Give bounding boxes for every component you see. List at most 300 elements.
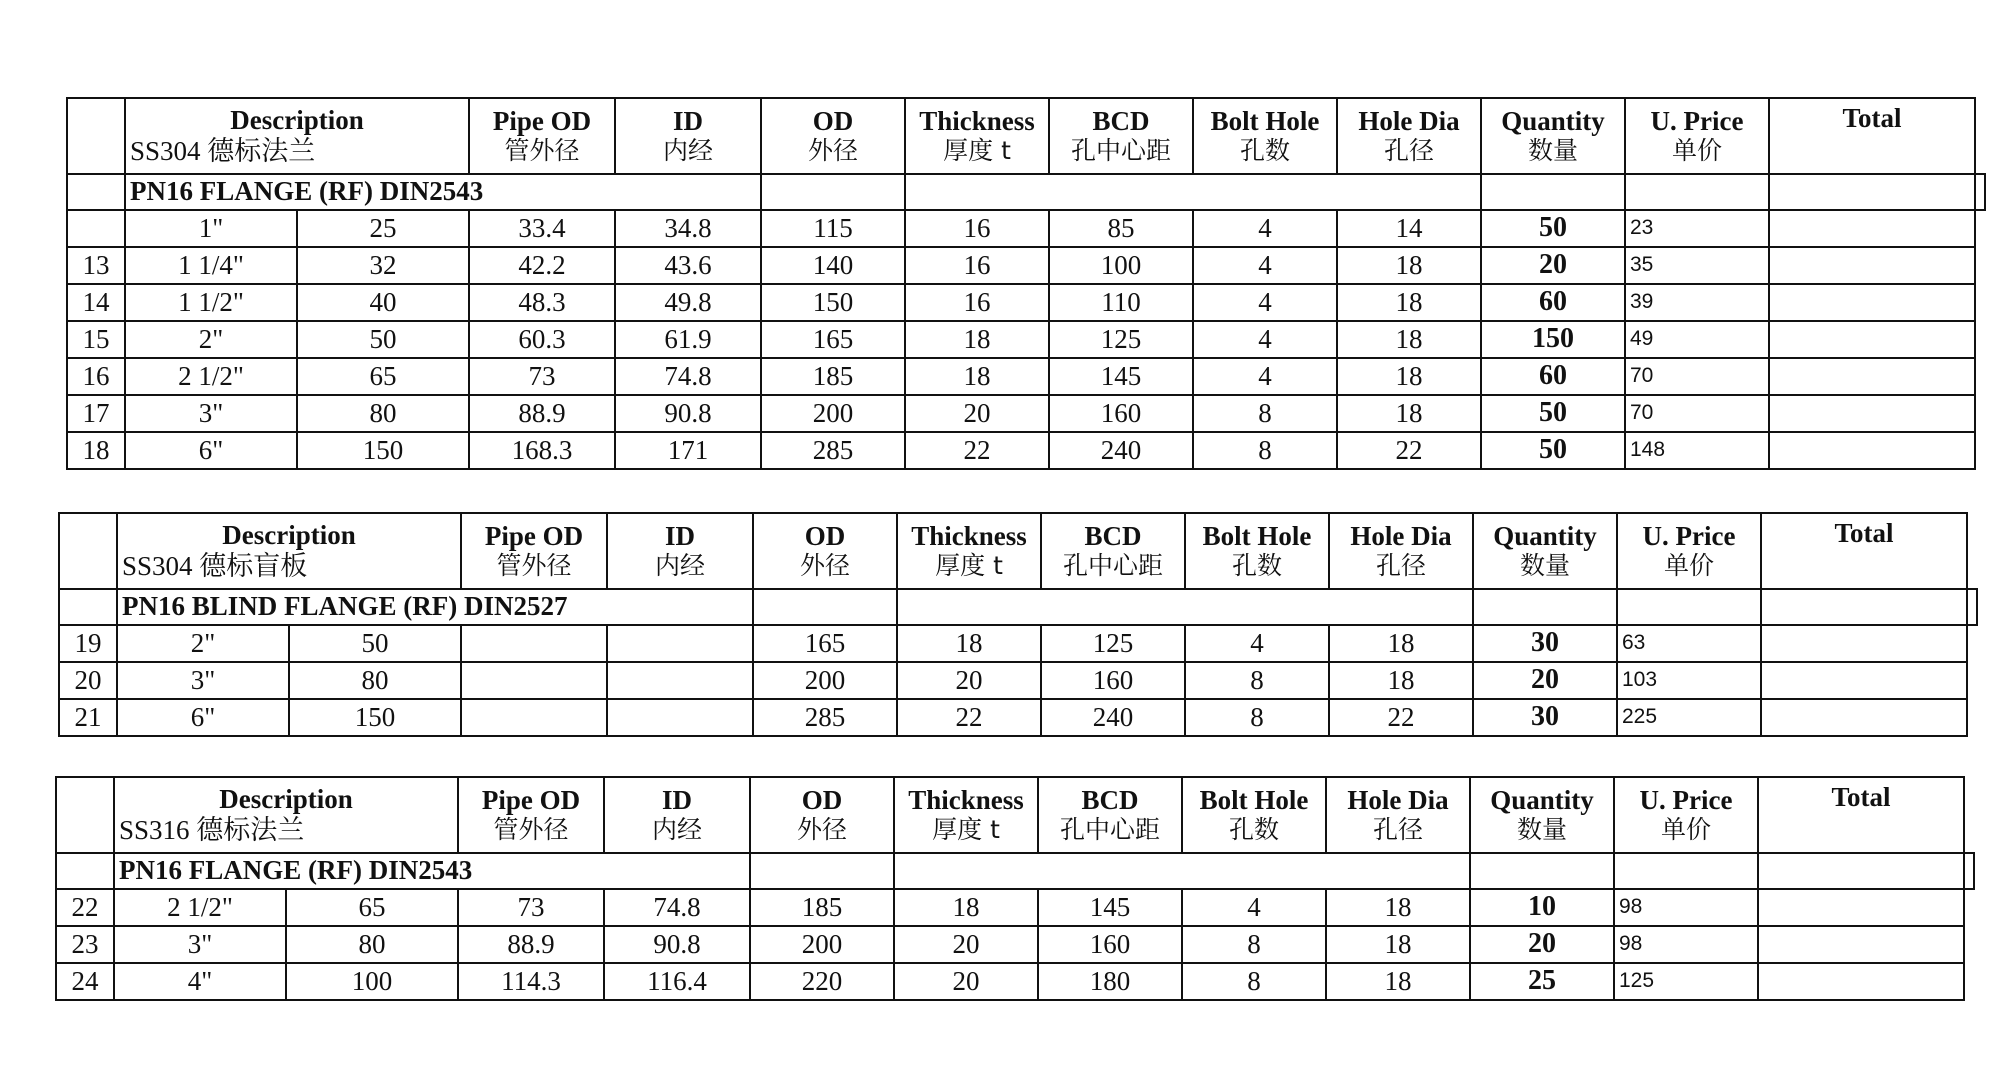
pipe-od-cell: 60.3 [469,321,615,358]
bcd-header [1038,777,1182,853]
section-quantity-cell [1617,589,1761,625]
unit-price-cell: 225 [1617,699,1761,736]
table-row [67,321,1985,358]
table-row [56,963,1974,1000]
id-cell: 90.8 [615,395,761,432]
unit-price-cell: 39 [1625,284,1769,321]
quantity-cell: 60 [1481,284,1625,321]
table-row [67,284,1985,321]
pipe-od-cell [461,699,607,736]
id-label-zh: 内经 [651,815,702,845]
pipe-od-label-zh: 管外径 [493,815,569,845]
nominal-size-cell: 80 [297,395,469,432]
bcd-cell: 85 [1049,210,1193,247]
quantity-label: Quantity [1490,785,1594,816]
description-label: Description [230,104,364,135]
nominal-size-cell: 50 [297,321,469,358]
pipe-od-cell: 33.4 [469,210,615,247]
row-number [67,210,125,247]
table-row [59,625,1977,662]
bcd-cell: 100 [1049,247,1193,284]
quantity-cell: 20 [1473,662,1617,699]
section-price-cell [1761,589,1967,625]
pipe-od-cell: 168.3 [469,432,615,469]
section-hole-cell [1481,174,1625,210]
id-label: ID [672,106,703,137]
thickness-cell: 18 [894,889,1038,926]
bcd-label-zh: 孔中心距 [1059,815,1160,845]
quantity-label: Quantity [1501,106,1605,137]
total-cell [1769,358,1975,395]
total-cell [1761,662,1967,699]
od-cell: 150 [761,284,905,321]
hole-dia-cell: 18 [1337,358,1481,395]
bcd-label: BCD [1081,785,1139,816]
unit-price-label: U. Price [1650,106,1744,137]
nominal-size-cell: 100 [286,963,458,1000]
bcd-cell: 125 [1049,321,1193,358]
hole-dia-label: Hole Dia [1358,106,1460,137]
hole-dia-header [1329,513,1473,589]
id-cell: 74.8 [615,358,761,395]
bolt-hole-header [1182,777,1326,853]
quantity-cell: 10 [1470,889,1614,926]
total-label: Total [1842,103,1902,133]
total-cell [1769,210,1975,247]
section-price-cell [1769,174,1975,210]
table-row [67,247,1985,284]
total-label: Total [1834,518,1894,548]
bolt-hole-cell: 4 [1193,284,1337,321]
bcd-cell: 160 [1041,662,1185,699]
section-od-cell [753,589,897,625]
thickness-cell: 20 [894,963,1038,1000]
unit-price-label: U. Price [1639,785,1733,816]
thickness-cell: 22 [897,699,1041,736]
id-label: ID [664,521,695,552]
pipe-od-label-zh: 管外径 [496,551,572,581]
bolt-hole-cell: 8 [1185,662,1329,699]
row-number: 19 [59,625,117,662]
unit-price-label-zh: 单价 [1663,551,1714,581]
quantity-cell: 30 [1473,699,1617,736]
bolt-hole-label-zh: 孔数 [1239,136,1290,166]
total-cell [1769,321,1975,358]
row-number: 16 [67,358,125,395]
pipe-od-label: Pipe OD [484,521,584,552]
row-number: 21 [59,699,117,736]
size-inch-cell: 3" [125,395,297,432]
row-number: 13 [67,247,125,284]
description-header [125,98,469,174]
od-label-zh: 外径 [807,136,858,166]
hole-dia-cell: 18 [1326,889,1470,926]
pipe-od-cell: 73 [469,358,615,395]
thickness-cell: 16 [905,247,1049,284]
size-inch-cell: 6" [125,432,297,469]
row-number: 14 [67,284,125,321]
bolt-hole-label-zh: 孔数 [1228,815,1279,845]
id-header [615,98,761,174]
thickness-cell: 20 [894,926,1038,963]
description-header [117,513,461,589]
thickness-header [905,98,1049,174]
hole-dia-label: Hole Dia [1347,785,1449,816]
total-cell [1769,247,1975,284]
bolt-hole-cell: 4 [1185,625,1329,662]
section-quantity-cell [1625,174,1769,210]
bolt-hole-cell: 4 [1182,889,1326,926]
thickness-header [894,777,1038,853]
unit-price-header [1614,777,1758,853]
pipe-od-cell [461,625,607,662]
od-cell: 285 [753,699,897,736]
thickness-label-zh: 厚度 t [935,551,1003,581]
unit-price-cell: 23 [1625,210,1769,247]
quantity-cell: 50 [1481,395,1625,432]
unit-price-label-zh: 单价 [1671,136,1722,166]
unit-price-cell: 49 [1625,321,1769,358]
bolt-hole-header [1193,98,1337,174]
quantity-cell: 50 [1481,210,1625,247]
id-cell: 61.9 [615,321,761,358]
bcd-cell: 145 [1038,889,1182,926]
id-cell: 34.8 [615,210,761,247]
section-total-cell [1975,174,1985,210]
unit-price-label: U. Price [1642,521,1736,552]
id-header [607,513,753,589]
table-row [67,358,1985,395]
hole-dia-cell: 18 [1329,662,1473,699]
hole-dia-cell: 14 [1337,210,1481,247]
pipe-od-cell: 73 [458,889,604,926]
bolt-hole-cell: 4 [1193,358,1337,395]
thickness-cell: 20 [897,662,1041,699]
section-price-cell [1758,853,1964,889]
pipe-od-cell: 42.2 [469,247,615,284]
thickness-label: Thickness [911,521,1027,552]
quantity-label-zh: 数量 [1519,551,1570,581]
total-cell [1761,699,1967,736]
total-cell [1769,395,1975,432]
total-cell [1769,432,1975,469]
size-inch-cell: 2 1/2" [125,358,297,395]
thickness-label-zh: 厚度 t [932,815,1000,845]
hole-dia-label-zh: 孔径 [1372,815,1423,845]
total-header [1758,777,1964,853]
od-cell: 185 [750,889,894,926]
unit-price-cell: 70 [1625,358,1769,395]
thickness-label: Thickness [919,106,1035,137]
id-cell [607,662,753,699]
quantity-cell: 20 [1481,247,1625,284]
quantity-header [1470,777,1614,853]
od-header [750,777,894,853]
quantity-header [1481,98,1625,174]
section-quantity-cell [1614,853,1758,889]
header-row [56,777,1974,853]
section-number-cell [56,853,114,889]
od-header [761,98,905,174]
thickness-label: Thickness [908,785,1024,816]
thickness-header [897,513,1041,589]
section-number-cell [59,589,117,625]
id-cell: 116.4 [604,963,750,1000]
od-cell: 200 [753,662,897,699]
table-row [56,889,1974,926]
unit-price-cell: 148 [1625,432,1769,469]
nominal-size-cell: 65 [286,889,458,926]
section-row [59,589,1977,625]
od-cell: 220 [750,963,894,1000]
pipe-od-header [461,513,607,589]
quantity-cell: 30 [1473,625,1617,662]
id-cell: 49.8 [615,284,761,321]
section-od-cell [761,174,905,210]
row-number: 15 [67,321,125,358]
hole-dia-header [1326,777,1470,853]
nominal-size-cell: 150 [297,432,469,469]
nominal-size-cell: 150 [289,699,461,736]
thickness-cell: 16 [905,210,1049,247]
bolt-hole-cell: 8 [1182,926,1326,963]
total-header [1769,98,1975,174]
hole-dia-cell: 18 [1337,395,1481,432]
size-inch-cell: 1 1/4" [125,247,297,284]
quantity-cell: 25 [1470,963,1614,1000]
unit-price-header [1617,513,1761,589]
total-cell [1761,625,1967,662]
section-spec-cell [894,853,1470,889]
table-row [67,432,1985,469]
hole-dia-cell: 18 [1326,963,1470,1000]
quantity-cell: 20 [1470,926,1614,963]
quantity-header [1473,513,1617,589]
pipe-od-label: Pipe OD [481,785,581,816]
total-cell [1758,889,1964,926]
row-number: 20 [59,662,117,699]
header-number-cell [56,777,114,853]
id-cell: 43.6 [615,247,761,284]
standard-label: PN16 BLIND FLANGE (RF) DIN2527 [117,589,753,625]
unit-price-cell: 70 [1625,395,1769,432]
size-inch-cell: 2 1/2" [114,889,286,926]
total-cell [1758,963,1964,1000]
description-label: Description [219,783,353,814]
thickness-cell: 18 [897,625,1041,662]
bolt-hole-cell: 4 [1193,210,1337,247]
row-number: 23 [56,926,114,963]
pipe-od-cell: 88.9 [458,926,604,963]
unit-price-cell: 35 [1625,247,1769,284]
hole-dia-cell: 18 [1337,284,1481,321]
bolt-hole-label: Bolt Hole [1202,521,1312,552]
bcd-cell: 125 [1041,625,1185,662]
hole-dia-cell: 18 [1329,625,1473,662]
bcd-header [1049,98,1193,174]
bolt-hole-cell: 8 [1193,432,1337,469]
nominal-size-cell: 80 [289,662,461,699]
section-row [56,853,1974,889]
unit-price-cell: 103 [1617,662,1761,699]
table-row [56,926,1974,963]
od-cell: 165 [753,625,897,662]
od-cell: 200 [761,395,905,432]
section-hole-cell [1470,853,1614,889]
id-cell: 74.8 [604,889,750,926]
pipe-od-cell [461,662,607,699]
od-header [753,513,897,589]
standard-label: PN16 FLANGE (RF) DIN2543 [114,853,750,889]
thickness-cell: 18 [905,358,1049,395]
bcd-label-zh: 孔中心距 [1062,551,1163,581]
bcd-cell: 240 [1041,699,1185,736]
nominal-size-cell: 40 [297,284,469,321]
id-cell [607,699,753,736]
quantity-label: Quantity [1493,521,1597,552]
size-inch-cell: 2" [117,625,289,662]
table-row [67,395,1985,432]
bcd-label: BCD [1084,521,1142,552]
bolt-hole-header [1185,513,1329,589]
pipe-od-header [458,777,604,853]
hole-dia-label: Hole Dia [1350,521,1452,552]
bolt-hole-label-zh: 孔数 [1231,551,1282,581]
id-cell: 90.8 [604,926,750,963]
pipe-od-cell: 88.9 [469,395,615,432]
bolt-hole-cell: 8 [1182,963,1326,1000]
unit-price-header [1625,98,1769,174]
material-label: SS316 德标法兰 [119,815,305,845]
nominal-size-cell: 32 [297,247,469,284]
quantity-cell: 60 [1481,358,1625,395]
od-label-zh: 外径 [799,551,850,581]
size-inch-cell: 4" [114,963,286,1000]
bolt-hole-cell: 8 [1185,699,1329,736]
hole-dia-cell: 22 [1329,699,1473,736]
table-row [59,699,1977,736]
thickness-cell: 22 [905,432,1049,469]
size-inch-cell: 2" [125,321,297,358]
id-label-zh: 内经 [662,136,713,166]
hole-dia-header [1337,98,1481,174]
size-inch-cell: 1 1/2" [125,284,297,321]
id-cell: 171 [615,432,761,469]
pipe-od-header [469,98,615,174]
header-row [59,513,1977,589]
material-label: SS304 德标盲板 [122,551,308,581]
od-label: OD [801,785,843,816]
id-label-zh: 内经 [654,551,705,581]
bcd-cell: 180 [1038,963,1182,1000]
table-row [67,210,1985,247]
unit-price-cell: 98 [1614,889,1758,926]
id-cell [607,625,753,662]
od-label-zh: 外径 [796,815,847,845]
bcd-cell: 160 [1038,926,1182,963]
od-cell: 140 [761,247,905,284]
section-spec-cell [897,589,1473,625]
id-header [604,777,750,853]
bcd-label-zh: 孔中心距 [1070,136,1171,166]
table-row [59,662,1977,699]
hole-dia-label-zh: 孔径 [1375,551,1426,581]
pipe-od-label-zh: 管外径 [504,136,580,166]
header-row [67,98,1985,174]
bolt-hole-label: Bolt Hole [1199,785,1309,816]
bcd-label: BCD [1092,106,1150,137]
hole-dia-cell: 18 [1337,321,1481,358]
unit-price-cell: 125 [1614,963,1758,1000]
header-number-cell [67,98,125,174]
nominal-size-cell: 25 [297,210,469,247]
quantity-cell: 50 [1481,432,1625,469]
bcd-cell: 160 [1049,395,1193,432]
size-inch-cell: 6" [117,699,289,736]
material-label: SS304 德标法兰 [130,136,316,166]
unit-price-cell: 98 [1614,926,1758,963]
description-header [114,777,458,853]
thickness-label-zh: 厚度 t [943,136,1011,166]
section-row [67,174,1985,210]
od-cell: 185 [761,358,905,395]
unit-price-cell: 63 [1617,625,1761,662]
hole-dia-label-zh: 孔径 [1383,136,1434,166]
unit-price-label-zh: 单价 [1660,815,1711,845]
pipe-od-cell: 114.3 [458,963,604,1000]
quantity-cell: 150 [1481,321,1625,358]
total-label: Total [1831,782,1891,812]
section-od-cell [750,853,894,889]
od-cell: 165 [761,321,905,358]
size-inch-cell: 1" [125,210,297,247]
bcd-cell: 110 [1049,284,1193,321]
od-label: OD [812,106,854,137]
size-inch-cell: 3" [117,662,289,699]
spec-table [55,776,1975,1001]
od-cell: 115 [761,210,905,247]
standard-label: PN16 FLANGE (RF) DIN2543 [125,174,761,210]
hole-dia-cell: 18 [1337,247,1481,284]
nominal-size-cell: 80 [286,926,458,963]
row-number: 22 [56,889,114,926]
thickness-cell: 16 [905,284,1049,321]
od-cell: 285 [761,432,905,469]
nominal-size-cell: 65 [297,358,469,395]
row-number: 24 [56,963,114,1000]
total-cell [1769,284,1975,321]
nominal-size-cell: 50 [289,625,461,662]
hole-dia-cell: 22 [1337,432,1481,469]
section-total-cell [1967,589,1977,625]
bcd-header [1041,513,1185,589]
row-number: 18 [67,432,125,469]
spec-table [58,512,1978,737]
description-label: Description [222,519,356,550]
bolt-hole-label: Bolt Hole [1210,106,1320,137]
row-number: 17 [67,395,125,432]
header-number-cell [59,513,117,589]
bcd-cell: 240 [1049,432,1193,469]
size-inch-cell: 3" [114,926,286,963]
thickness-cell: 18 [905,321,1049,358]
section-number-cell [67,174,125,210]
hole-dia-cell: 18 [1326,926,1470,963]
pipe-od-label: Pipe OD [492,106,592,137]
bolt-hole-cell: 8 [1193,395,1337,432]
section-hole-cell [1473,589,1617,625]
bolt-hole-cell: 4 [1193,247,1337,284]
